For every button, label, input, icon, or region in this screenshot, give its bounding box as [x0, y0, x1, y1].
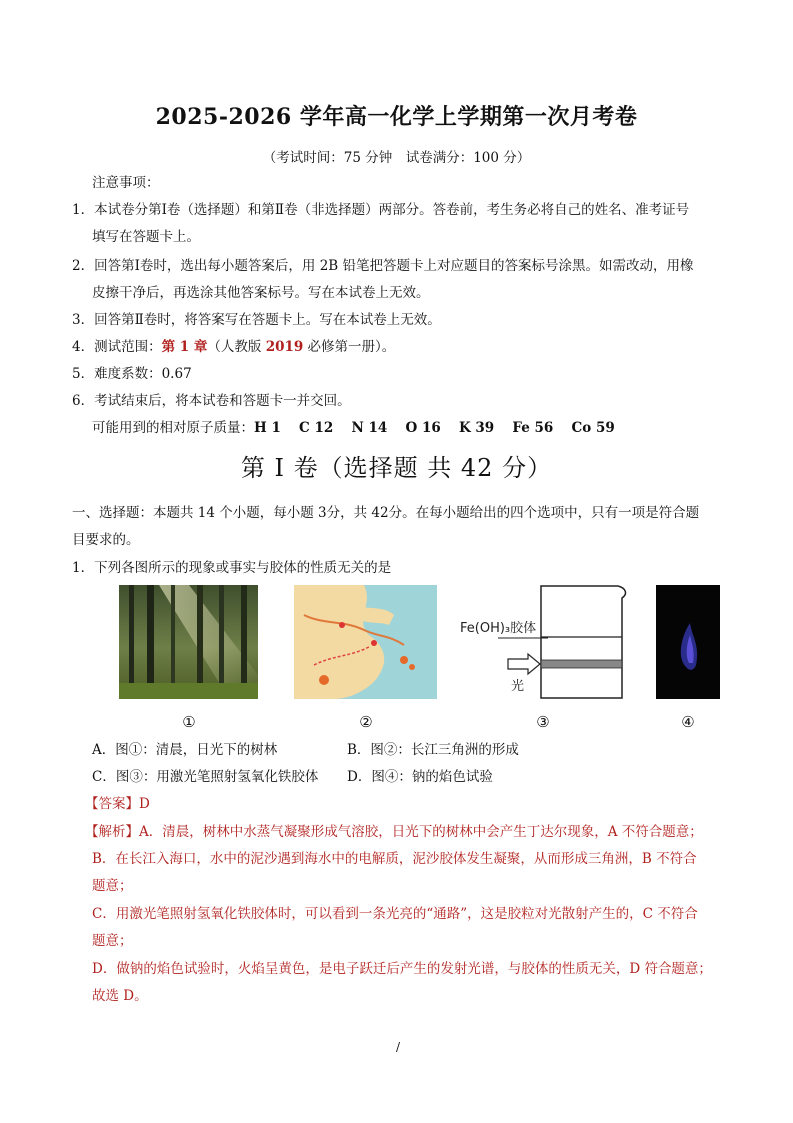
option-b: B．图②：长江三角洲的形成 [347, 742, 519, 758]
atomic-masses-values: H 1 C 12 N 14 O 16 K 39 Fe 56 Co 59 [254, 420, 615, 436]
notice-text: （人教版 [207, 339, 266, 355]
page-title: 2025-2026 学年高一化学上学期第一次月考卷 [155, 104, 638, 130]
figure-label-1: ① [182, 713, 196, 731]
test-scope-edition: 2019 [265, 339, 304, 355]
answer [85, 794, 150, 814]
section-title: 第 I 卷（选择题 共 42 分） [240, 454, 553, 482]
figure-3-label: Fe(OH)₃胶体 [460, 621, 537, 636]
figure-3-light-label: 光 [511, 679, 525, 694]
page-number: / [396, 1040, 401, 1054]
atomic-masses-label: 可能用到的相对原子质量： [92, 420, 254, 436]
answer-label: 【答案】 [85, 796, 139, 812]
notice-number: 2． [72, 258, 95, 274]
analysis-line-7: 故选 D。 [92, 988, 148, 1004]
notice-number: 6． [72, 393, 95, 409]
section-intro-cont: 目要求的。 [72, 532, 140, 548]
notice-item-3 [72, 310, 441, 330]
analysis-line-5: 题意； [92, 933, 133, 949]
figure-label-3: ③ [536, 713, 550, 731]
notice-number: 5． [72, 366, 95, 382]
atomic-masses [92, 418, 615, 438]
option-c: C．图③：用激光笔照射氢氧化铁胶体 [92, 769, 319, 785]
section-intro: 一、选择题：本题共 14 个小题，每小题 3分，共 42分。在每小题给出的四个选项中，只有一项是符合题 [72, 505, 700, 521]
notice-item-4 [72, 337, 395, 357]
analysis-line-6: D．做钠的焰色试验时，火焰呈黄色，是电子跃迁后产生的发射光谱，与胶体的性质无关，D 符合题意； [92, 961, 712, 977]
notice-number: 4． [72, 339, 95, 355]
exam-subtitle: （考试时间：75 分钟 试卷满分：100 分） [262, 150, 531, 166]
option-d: D．图④：钠的焰色试验 [347, 769, 493, 785]
notice-item-6 [72, 391, 351, 411]
notice-text: 考试结束后，将本试卷和答题卡一并交回。 [94, 393, 351, 409]
test-scope-chapter: 第 1 章 [161, 339, 208, 355]
figure-label-4: ④ [681, 713, 695, 731]
analysis-line-4: C．用激光笔照射氢氧化铁胶体时，可以看到一条光亮的“通路”，这是胶粒对光散射产生的，C 不符合 [92, 906, 698, 922]
analysis-line-2: B．在长江入海口，水中的泥沙遇到海水中的电解质，泥沙胶体发生凝聚，从而形成三角洲，B 不符合 [92, 851, 697, 867]
notice-text: 回答第Ⅱ卷时，将答案写在答题卡上。写在本试卷上无效。 [94, 312, 441, 328]
notice-text: 必修第一册）。 [303, 339, 396, 355]
notice-number: 3． [72, 312, 95, 328]
analysis-label: 【解析】 [85, 824, 139, 840]
notice-text: 回答第Ⅰ卷时，选出每小题答案后，用 2B 铅笔把答题卡上对应题目的答案标号涂黑。如需改动，用橡 [94, 258, 694, 274]
notice-number: 1． [72, 202, 95, 218]
question-1: 1．下列各图所示的现象或事实与胶体的性质无关的是 [72, 560, 392, 576]
notice-item-5 [72, 364, 192, 384]
figure-label-2: ② [359, 713, 373, 731]
forest-image [119, 585, 258, 699]
flame-test-image [656, 585, 720, 699]
notice-item-2 [72, 256, 694, 276]
option-a: A．图①：清晨，日光下的树林 [92, 742, 278, 758]
analysis-line-1 [85, 822, 703, 842]
notice-item-1-cont: 填写在答题卡上。 [92, 229, 200, 245]
notice-item-2-cont: 皮擦干净后，再选涂其他答案标号。写在本试卷上无效。 [92, 285, 430, 301]
beaker-diagram [458, 582, 634, 702]
notice-text: 测试范围： [94, 339, 162, 355]
notice-text: 本试卷分第Ⅰ卷（选择题）和第Ⅱ卷（非选择题）两部分。答卷前，考生务必将自己的姓名、准考证号 [94, 202, 690, 218]
yangtze-delta-map [294, 585, 437, 699]
analysis-text: A．清晨，树林中水蒸气凝聚形成气溶胶，日光下的树林中会产生丁达尔现象，A 不符合题意； [139, 824, 703, 840]
notice-heading: 注意事项： [92, 175, 160, 191]
answer-value: D [139, 796, 150, 812]
notice-text: 难度系数：0.67 [94, 366, 192, 382]
analysis-line-3: 题意； [92, 878, 133, 894]
notice-item-1 [72, 200, 689, 220]
